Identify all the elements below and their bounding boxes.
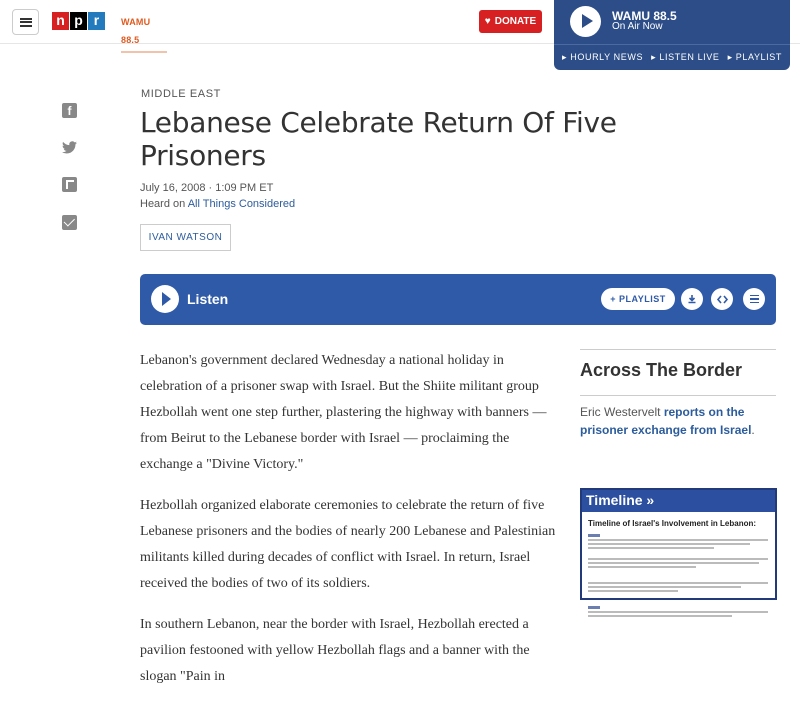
article-body bbox=[140, 348, 560, 705]
timeline-entry bbox=[588, 534, 768, 552]
listen-play-icon[interactable] bbox=[151, 285, 179, 313]
transcript-icon[interactable] bbox=[743, 288, 765, 310]
sidebar-report-link[interactable]: reports on the prisoner exchange from Israel bbox=[580, 405, 752, 437]
timeline-entry bbox=[588, 606, 768, 624]
npr-logo-n: n bbox=[52, 12, 69, 30]
timeline-entry bbox=[588, 582, 768, 600]
donate-button[interactable] bbox=[479, 10, 542, 33]
facebook-icon[interactable]: f bbox=[62, 103, 77, 118]
transcript-lines bbox=[750, 295, 759, 303]
timeline-entry bbox=[588, 558, 768, 576]
article-dateline: July 16, 2008 · 1:09 PM ET bbox=[140, 182, 274, 194]
menu-button[interactable] bbox=[12, 9, 39, 35]
twitter-icon[interactable] bbox=[62, 140, 77, 155]
player-status: On Air Now bbox=[612, 21, 663, 32]
section-slug[interactable]: MIDDLE EAST bbox=[141, 88, 221, 100]
program-link[interactable]: All Things Considered bbox=[187, 198, 296, 210]
download-icon[interactable] bbox=[681, 288, 703, 310]
sidebar-divider bbox=[580, 395, 776, 396]
article-paragraph: In southern Lebanon, near the border with Israel, Hezbollah erected a pavilion festooned with yellow Hezbollah flags and a banner with the slogan "Pain in bbox=[140, 617, 530, 684]
listen-live-label: LISTEN LIVE bbox=[659, 52, 720, 62]
article-headline: Lebanese Celebrate Return Of Five Prisoners bbox=[140, 106, 617, 172]
player-links bbox=[554, 44, 790, 70]
player-play-icon[interactable] bbox=[570, 6, 601, 37]
playlist-label: PLAYLIST bbox=[735, 52, 782, 62]
byline-author[interactable]: IVAN WATSON bbox=[140, 224, 231, 251]
heart-icon: ♥ bbox=[484, 16, 491, 27]
sidebar-blurb bbox=[580, 403, 776, 439]
audio-listen-bar bbox=[140, 274, 776, 325]
flipboard-icon[interactable] bbox=[62, 177, 77, 192]
npr-logo-p: p bbox=[70, 12, 87, 30]
sidebar-blurb-prefix: Eric Westervelt bbox=[580, 405, 661, 419]
hourly-news-label: HOURLY NEWS bbox=[570, 52, 644, 62]
timeline-graphic[interactable] bbox=[580, 488, 777, 600]
player-station-name: WAMU 88.5 bbox=[612, 9, 677, 23]
listen-label[interactable]: Listen bbox=[187, 291, 229, 307]
timeline-title: Timeline of Israel's Involvement in Lebanon: bbox=[588, 519, 757, 528]
live-player bbox=[554, 0, 790, 70]
donate-label: DONATE bbox=[494, 16, 537, 27]
sidebar-related bbox=[580, 349, 776, 439]
npr-logo-r: r bbox=[88, 12, 105, 30]
heard-on-prefix: Heard on bbox=[140, 198, 186, 210]
article-paragraph: Hezbollah organized elaborate ceremonies to celebrate the return of five Lebanese prisoners and the bodies of nearly 200 Lebanese and Palestinian militants killed during decades of conflict with Israel. In return, Israel received the bodies of two of its soldiers. bbox=[140, 498, 556, 591]
station-logo[interactable] bbox=[121, 12, 171, 45]
hamburger-icon bbox=[20, 18, 32, 27]
heard-on-line bbox=[140, 198, 295, 210]
hourly-news-link[interactable]: ▸ HOURLY NEWS bbox=[562, 52, 644, 62]
playlist-link[interactable]: ▸ PLAYLIST bbox=[727, 52, 782, 62]
npr-logo[interactable] bbox=[52, 12, 105, 30]
add-to-playlist-button[interactable]: + PLAYLIST bbox=[601, 288, 675, 310]
station-logo-text: WAMU 88.5 bbox=[121, 17, 151, 45]
sidebar-blurb-suffix: . bbox=[751, 423, 755, 437]
embed-icon[interactable] bbox=[711, 288, 733, 310]
timeline-header: Timeline » bbox=[582, 490, 775, 512]
article-paragraph: Lebanon's government declared Wednesday a national holiday in celebration of a prisoner swap with Israel. But the Shiite militant group Hezbollah went one step further, plastering the highway with banners — from Beirut to the Lebanese border with Israel — proclaiming the exchange a "Divine Victory." bbox=[140, 353, 547, 472]
sidebar-title: Across The Border bbox=[580, 360, 743, 380]
station-logo-tagline bbox=[121, 51, 167, 53]
email-icon[interactable] bbox=[62, 215, 77, 230]
listen-live-link[interactable]: ▸ LISTEN LIVE bbox=[651, 52, 720, 62]
